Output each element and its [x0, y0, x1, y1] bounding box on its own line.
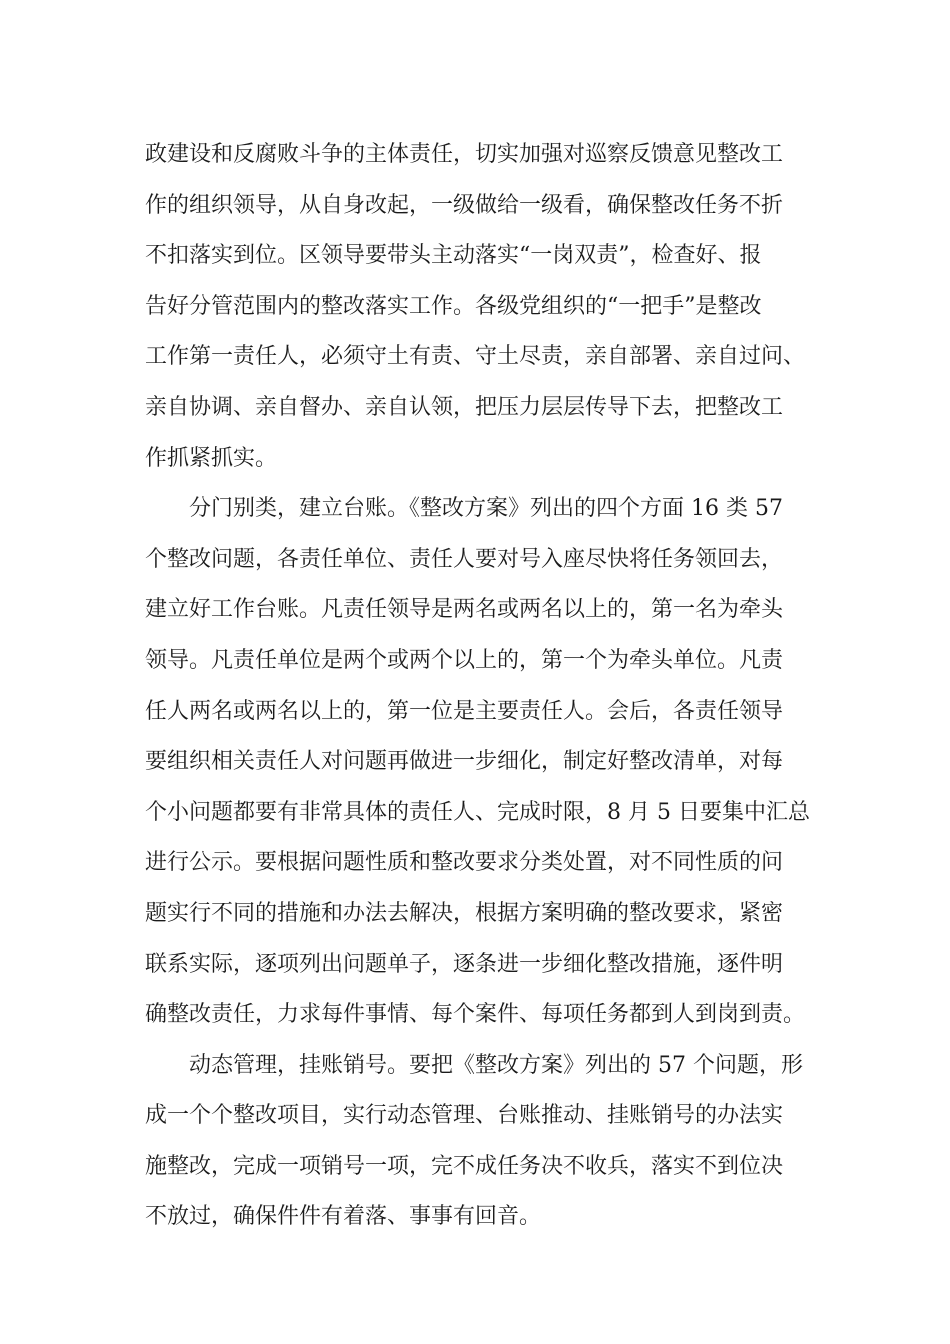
text-line: 政建设和反腐败斗争的主体责任，切实加强对巡察反馈意见整改工	[145, 142, 784, 167]
text-line: 不放过，确保件件有着落、事事有回音。	[145, 1204, 542, 1230]
text-line: 作抓紧抓实。	[145, 445, 278, 471]
text-line: 亲自协调、亲自督办、亲自认领，把压力层层传导下去，把整改工	[145, 394, 784, 420]
text-line: 工作第一责任人，必须守土有责、守土尽责，亲自部署、亲自过问、	[145, 344, 806, 370]
text-line: 告好分管范围内的整改落实工作。各级党组织的“一把手”是整改	[145, 293, 762, 319]
text-line: 确整改责任，力求每件事情、每个案件、每项任务都到人到岗到责。	[145, 1002, 806, 1028]
paragraph-1	[145, 130, 845, 484]
text-line: 要组织相关责任人对问题再做进一步细化，制定好整改清单，对每	[145, 749, 784, 775]
paragraph-3	[145, 1041, 845, 1243]
text-line: 任人两名或两名以上的，第一位是主要责任人。会后，各责任领导	[145, 698, 784, 724]
text-line: 不扣落实到位。区领导要带头主动落实“一岗双责”，检查好、报	[145, 243, 762, 269]
text-line: 动态管理，挂账销号。要把《整改方案》列出的 57 个问题，形	[189, 1052, 803, 1078]
text-line: 题实行不同的措施和办法去解决，根据方案明确的整改要求，紧密	[145, 900, 784, 926]
text-line: 分门别类，建立台账。《整改方案》列出的四个方面 16 类 57	[189, 496, 783, 522]
paragraph-2	[145, 484, 845, 1041]
text-line: 个小问题都要有非常具体的责任人、完成时限，8 月 5 日要集中汇总	[145, 799, 810, 825]
text-line: 建立好工作台账。凡责任领导是两名或两名以上的，第一名为牵头	[145, 597, 784, 623]
text-line: 成一个个整改项目，实行动态管理、台账推动、挂账销号的办法实	[145, 1103, 784, 1129]
text-line: 联系实际，逐项列出问题单子，逐条进一步细化整改措施，逐件明	[145, 951, 784, 977]
text-line: 施整改，完成一项销号一项，完不成任务决不收兵，落实不到位决	[145, 1153, 784, 1179]
text-line: 个整改问题，各责任单位、责任人要对号入座尽快将任务领回去，	[145, 546, 784, 572]
text-line: 作的组织领导，从自身改起，一级做给一级看，确保整改任务不折	[145, 192, 784, 218]
body-text	[145, 130, 845, 1243]
text-line: 进行公示。要根据问题性质和整改要求分类处置，对不同性质的问	[145, 850, 784, 876]
text-line: 领导。凡责任单位是两个或两个以上的，第一个为牵头单位。凡责	[145, 647, 784, 673]
